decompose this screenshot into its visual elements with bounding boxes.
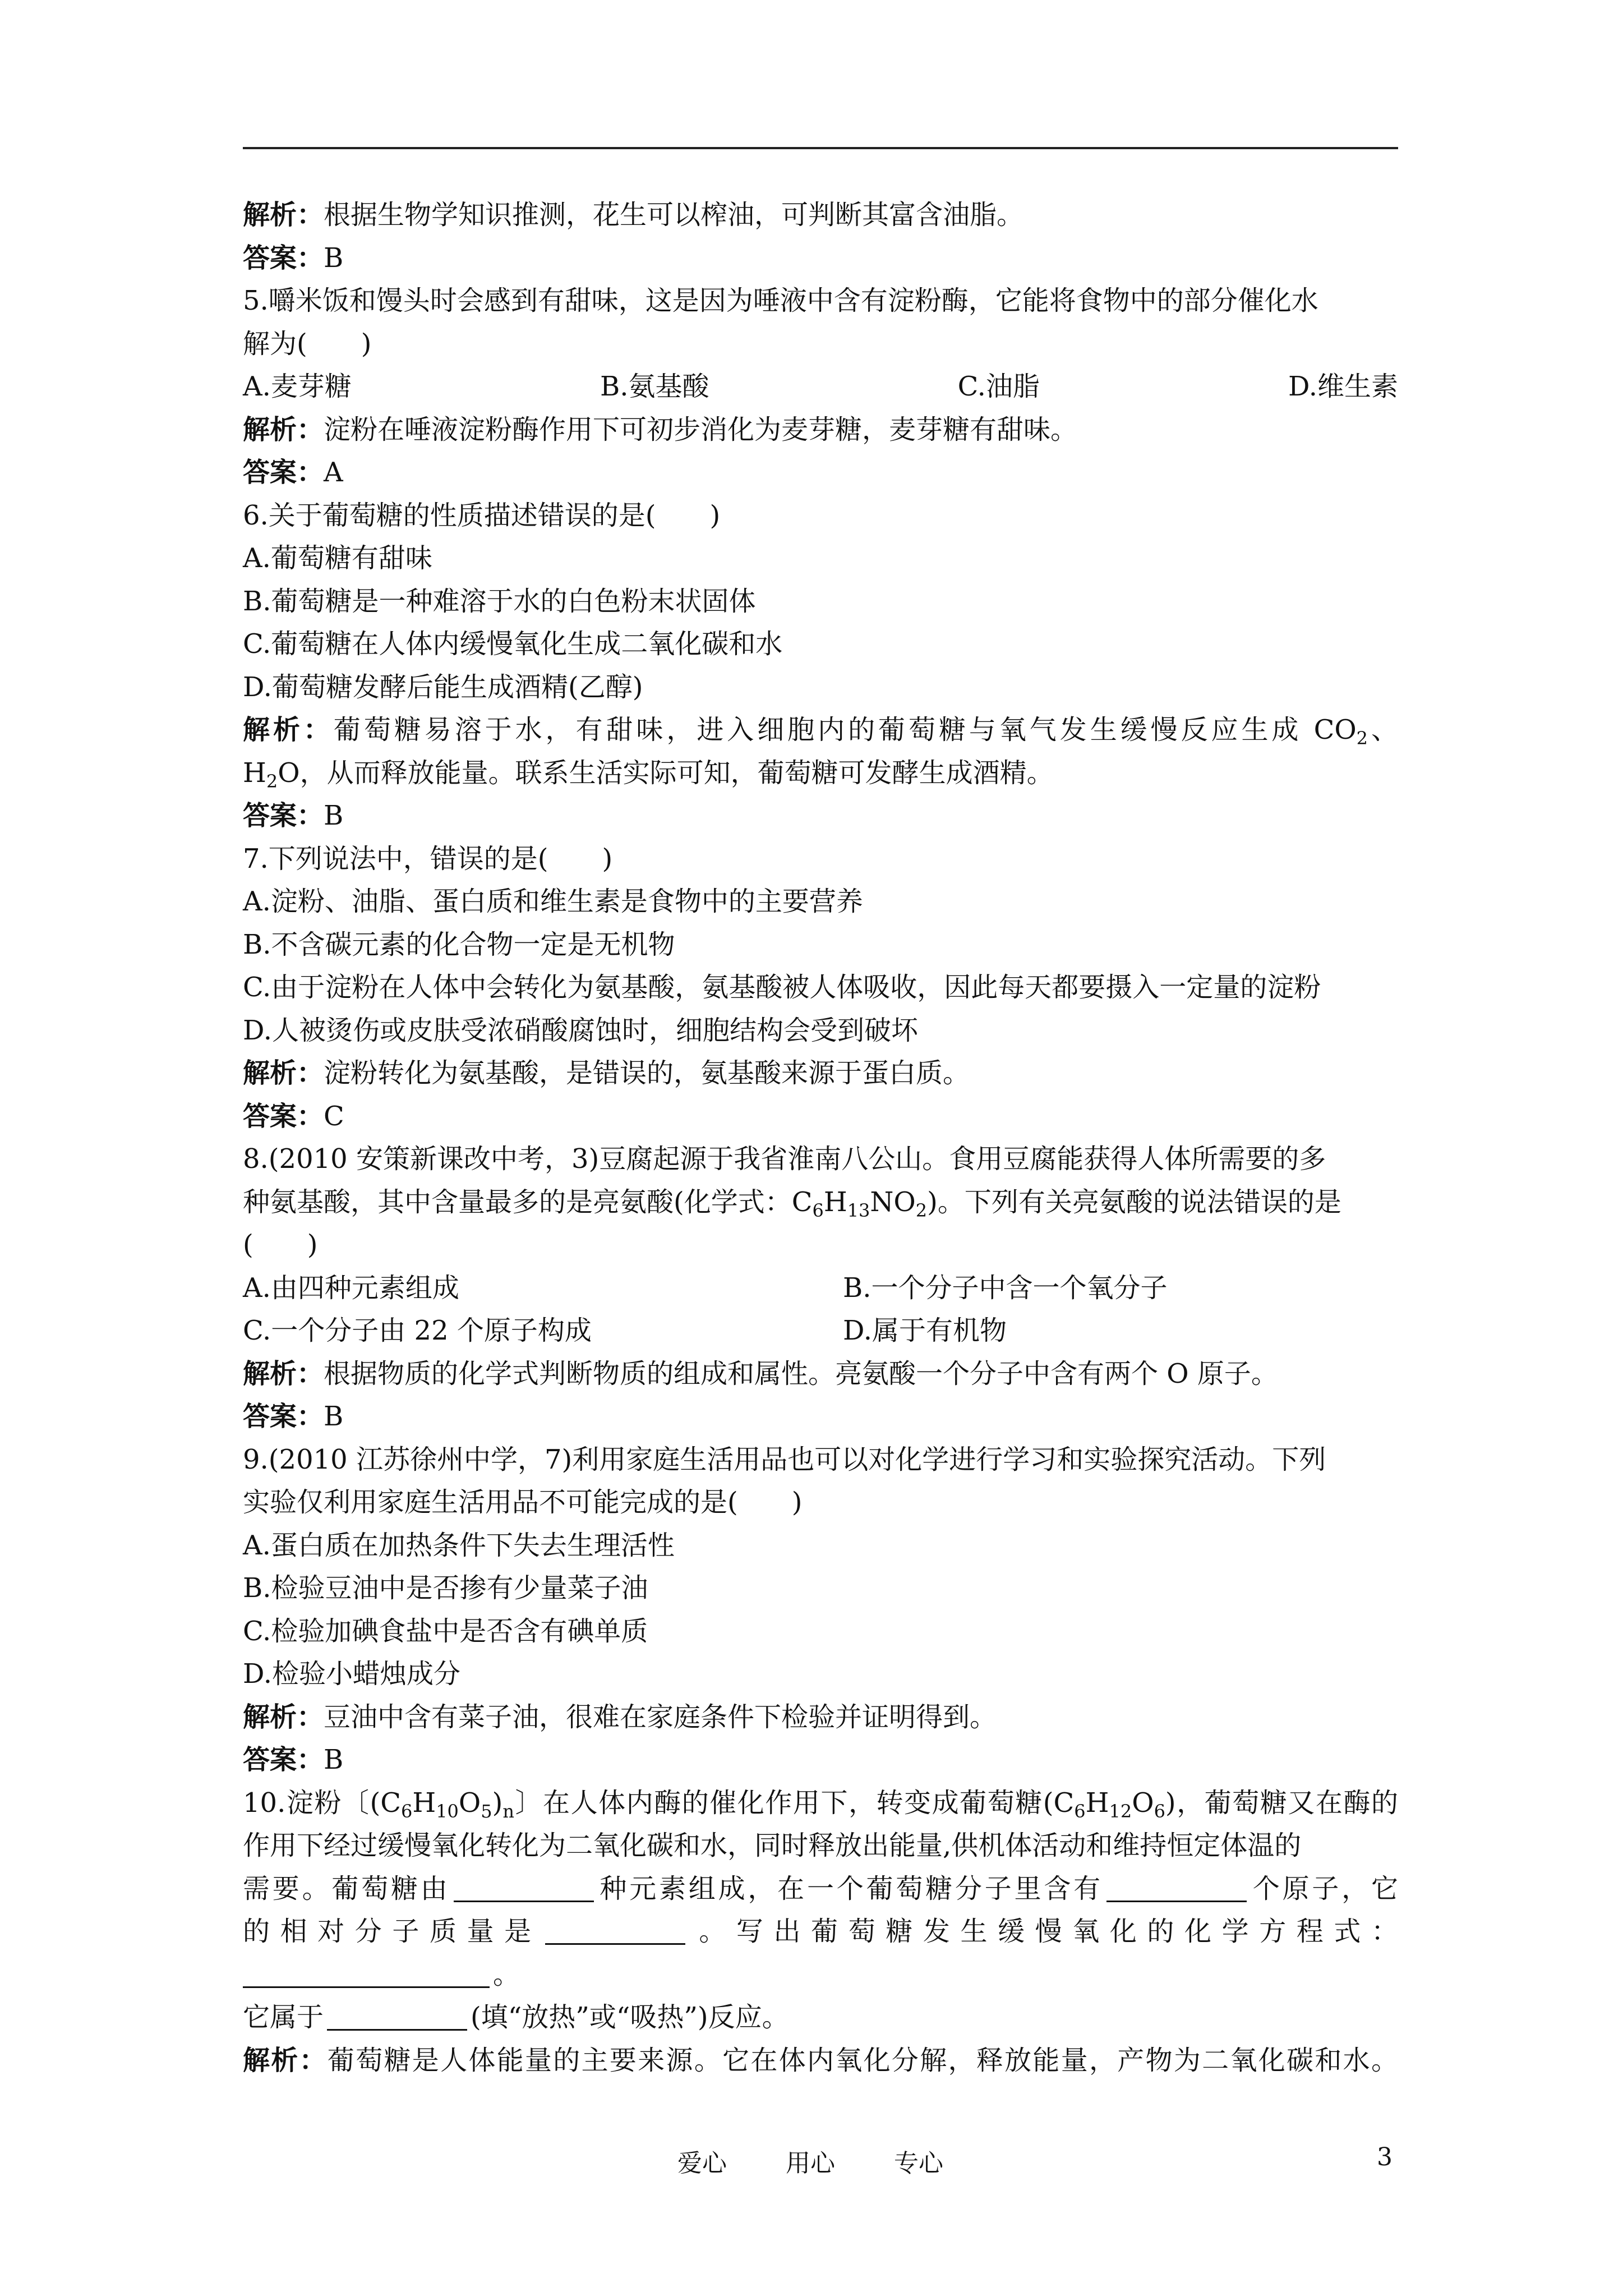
option: D.属于有机物 — [843, 1315, 1007, 1346]
question-9-option-d: D.检验小蜡烛成分 — [243, 1658, 461, 1690]
question-6-option-d: D.葡萄糖发酵后能生成酒精(乙醇) — [243, 671, 643, 703]
question-5-stem-cont: 解为( ) — [243, 328, 372, 360]
question-8-options-ab — [243, 1267, 1398, 1310]
page-number: 3 — [1377, 2143, 1393, 2171]
question-10-stem-6: 它属于 (填“放热”或“吸热”)反应。 — [243, 2001, 789, 2033]
question-5-stem: 5.嚼米饭和馒头时会感到有甜味，这是因为唾液中含有淀粉酶，它能将食物中的部分催化水 — [243, 285, 1318, 316]
footer-item: 用心 — [786, 2149, 835, 2178]
fill-in-blank[interactable] — [1106, 1874, 1247, 1902]
question-8-stem-end: ( ) — [243, 1229, 318, 1260]
question-6-option-a: A.葡萄糖有甜味 — [243, 542, 432, 574]
option: A.麦芽糖 — [243, 371, 352, 402]
question-7-option-c: C.由于淀粉在人体中会转化为氨基酸，氨基酸被人体吸收，因此每天都要摄入一定量的淀粉 — [243, 972, 1321, 1003]
question-10-stem-4: 的相对分子质量是 。写出葡萄糖发生缓慢氧化的化学方程式： — [243, 1916, 1398, 1947]
question-10-stem-5: 。 — [243, 1953, 1398, 1996]
question-6-stem: 6.关于葡萄糖的性质描述错误的是( ) — [243, 499, 721, 531]
question-8-answer: 答案：B — [243, 1401, 344, 1432]
question-8-stem-cont: 种氨基酸，其中含量最多的是亮氨酸(化学式：$C_6H_{13}NO_2$)。下列有关亮氨酸的说法错误的是 — [243, 1186, 1341, 1221]
question-7-analysis: 解析：淀粉转化为氨基酸，是错误的，氨基酸来源于蛋白质。 — [243, 1057, 970, 1089]
fill-in-blank[interactable] — [545, 1916, 685, 1945]
question-5-answer: 答案：A — [243, 457, 343, 488]
option: B.氨基酸 — [600, 371, 709, 402]
question-10-analysis: 解析：葡萄糖是人体能量的主要来源。它在体内氧化分解，释放能量，产物为二氧化碳和水。 — [243, 2044, 1398, 2076]
question-8-analysis: 解析：根据物质的化学式判断物质的组成和属性。亮氨酸一个分子中含有两个 O 原子。 — [243, 1358, 1278, 1389]
question-10-stem: 10.淀粉〔$(C_6H_{10}O_5)_n$〕在人体内酶的催化作用下，转变成葡萄糖$(C_6H_{12}O_6)$，葡萄糖又在酶的 — [243, 1787, 1398, 1822]
question-8-options-cd — [243, 1309, 1398, 1352]
question-6-option-b: B.葡萄糖是一种难溶于水的白色粉末状固体 — [243, 585, 756, 617]
answer-line: 答案：B — [243, 242, 344, 274]
question-8-stem: 8.(2010 安策新课改中考，3)豆腐起源于我省淮南八公山。食用豆腐能获得人体所需要的多 — [243, 1143, 1326, 1175]
question-5-options — [243, 365, 1398, 408]
question-9-analysis: 解析：豆油中含有菜子油，很难在家庭条件下检验并证明得到。 — [243, 1701, 997, 1733]
question-6-option-c: C.葡萄糖在人体内缓慢氧化生成二氧化碳和水 — [243, 628, 783, 660]
page-content — [243, 194, 1398, 2082]
footer-motto — [677, 2143, 1002, 2179]
footer-item: 爱心 — [677, 2149, 727, 2178]
question-10-stem-2: 作用下经过缓慢氧化转化为二氧化碳和水，同时释放出能量,供机体活动和维持恒定体温的 — [243, 1830, 1302, 1861]
fill-in-blank[interactable] — [454, 1874, 594, 1902]
question-9-option-c: C.检验加碘食盐中是否含有碘单质 — [243, 1615, 648, 1647]
question-7-option-a: A.淀粉、油脂、蛋白质和维生素是食物中的主要营养 — [243, 886, 863, 917]
analysis-line: 解析：根据生物学知识推测，花生可以榨油，可判断其富含油脂。 — [243, 199, 1024, 231]
question-7-answer: 答案：C — [243, 1100, 344, 1132]
question-9-stem: 9.(2010 江苏徐州中学，7)利用家庭生活用品也可以对化学进行学习和实验探究活动。下列 — [243, 1443, 1326, 1475]
option: C.一个分子由 22 个原子构成 — [243, 1315, 592, 1346]
header-rule — [243, 147, 1398, 149]
question-6-analysis-cont: $H_2O$，从而释放能量。联系生活实际可知，葡萄糖可发酵生成酒精。 — [243, 757, 1054, 792]
question-5-analysis: 解析：淀粉在唾液淀粉酶作用下可初步消化为麦芽糖，麦芽糖有甜味。 — [243, 413, 1078, 445]
fill-in-blank[interactable] — [327, 2002, 467, 2031]
question-9-option-b: B.检验豆油中是否掺有少量菜子油 — [243, 1572, 648, 1604]
footer-item: 专心 — [894, 2149, 943, 2178]
question-7-stem: 7.下列说法中，错误的是( ) — [243, 843, 613, 875]
question-9-stem-cont: 实验仅利用家庭生活用品不可能完成的是( ) — [243, 1487, 803, 1518]
fill-in-blank[interactable] — [243, 1959, 490, 1988]
question-6-answer: 答案：B — [243, 800, 344, 831]
question-6-analysis: 解析：葡萄糖易溶于水，有甜味，进入细胞内的葡萄糖与氧气发生缓慢反应生成 $CO_2$、 — [243, 714, 1398, 749]
question-9-answer: 答案：B — [243, 1744, 344, 1775]
option: B.一个分子中含一个氧分子 — [843, 1272, 1168, 1304]
option: D.维生素 — [1288, 371, 1398, 402]
question-7-option-d: D.人被烫伤或皮肤受浓硝酸腐蚀时，细胞结构会受到破坏 — [243, 1014, 919, 1046]
option: C.油脂 — [957, 371, 1040, 402]
question-9-option-a: A.蛋白质在加热条件下失去生理活性 — [243, 1529, 675, 1561]
option: A.由四种元素组成 — [243, 1272, 459, 1304]
question-7-option-b: B.不含碳元素的化合物一定是无机物 — [243, 928, 675, 960]
question-10-stem-3: 需要。葡萄糖由 种元素组成，在一个葡萄糖分子里含有 个原子，它 — [243, 1872, 1398, 1904]
